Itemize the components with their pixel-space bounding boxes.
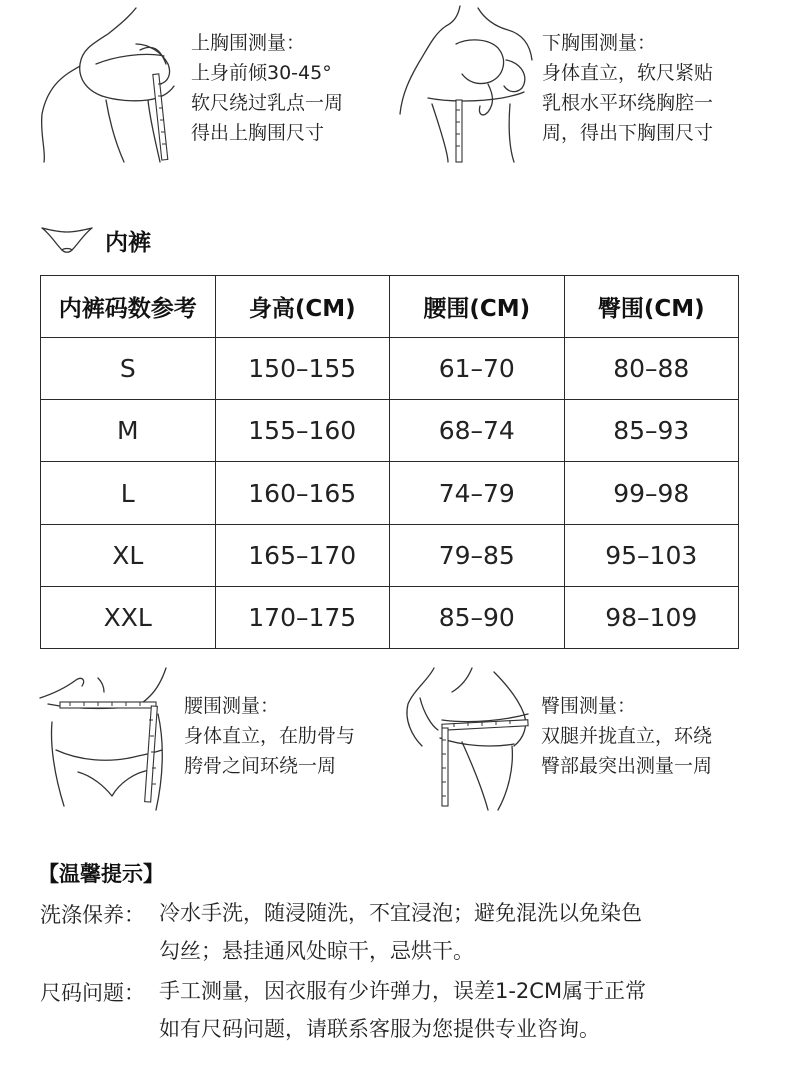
table-header-row [41, 276, 739, 338]
header-size: 内裤码数参考 [41, 276, 216, 338]
cell-size: S [41, 338, 216, 400]
size-table [40, 275, 739, 649]
cell-hip: 85–93 [564, 400, 739, 462]
care-line-1: 冷水手洗，随浸随洗，不宜浸泡；避免混洗以免染色 [159, 901, 642, 925]
upper-bust-line-2: 软尺绕过乳点一周 [191, 92, 344, 114]
waist-illustration [38, 664, 178, 814]
under-bust-line-2: 乳根水平环绕胸腔一 [542, 92, 714, 114]
panties-icon [40, 224, 94, 256]
header-hip: 臀围(CM) [564, 276, 739, 338]
cell-height: 170–175 [215, 586, 390, 648]
upper-bust-title: 上胸围测量： [191, 32, 306, 54]
cell-hip: 98–109 [564, 586, 739, 648]
tips-heading: 【温馨提示】 [38, 862, 164, 886]
hip-line-1: 双腿并拢直立，环绕 [541, 725, 713, 747]
size-issue-line-1: 手工测量，因衣服有少许弹力，误差1-2CM属于正常 [159, 979, 647, 1003]
hip-title: 臀围测量： [541, 695, 637, 717]
cell-waist: 74–79 [390, 462, 565, 524]
cell-waist: 79–85 [390, 524, 565, 586]
cell-hip: 99–98 [564, 462, 739, 524]
cell-size: XXL [41, 586, 216, 648]
cell-height: 155–160 [215, 400, 390, 462]
cell-size: XL [41, 524, 216, 586]
hip-illustration [402, 664, 538, 814]
size-issue-line-2: 如有尺码问题，请联系客服为您提供专业咨询。 [159, 1017, 600, 1041]
hip-line-2: 臀部最突出测量一周 [541, 755, 713, 777]
cell-height: 165–170 [215, 524, 390, 586]
table-row [41, 524, 739, 586]
cell-size: L [41, 462, 216, 524]
under-bust-line-3: 周，得出下胸围尺寸 [542, 122, 714, 144]
waist-line-1: 身体直立，在肋骨与 [184, 725, 356, 747]
under-bust-illustration [398, 4, 538, 164]
table-row [41, 586, 739, 648]
size-issue-label: 尺码问题： [40, 981, 145, 1005]
table-row [41, 462, 739, 524]
cell-height: 160–165 [215, 462, 390, 524]
cell-size: M [41, 400, 216, 462]
cell-waist: 85–90 [390, 586, 565, 648]
cell-hip: 95–103 [564, 524, 739, 586]
upper-bust-line-1: 上身前倾30-45° [191, 62, 332, 84]
upper-bust-illustration [36, 4, 186, 164]
cell-waist: 61–70 [390, 338, 565, 400]
care-label: 洗涤保养： [40, 903, 145, 927]
table-row [41, 400, 739, 462]
upper-bust-line-3: 得出上胸围尺寸 [191, 122, 325, 144]
header-height: 身高(CM) [215, 276, 390, 338]
header-waist: 腰围(CM) [390, 276, 565, 338]
under-bust-line-1: 身体直立，软尺紧贴 [542, 62, 714, 84]
care-line-2: 勾丝；悬挂通风处晾干，忌烘干。 [159, 939, 474, 963]
cell-waist: 68–74 [390, 400, 565, 462]
waist-line-2: 胯骨之间环绕一周 [184, 755, 337, 777]
cell-hip: 80–88 [564, 338, 739, 400]
cell-height: 150–155 [215, 338, 390, 400]
waist-title: 腰围测量： [184, 695, 280, 717]
section-title: 内裤 [105, 230, 151, 256]
table-row [41, 338, 739, 400]
under-bust-title: 下胸围测量： [542, 32, 657, 54]
